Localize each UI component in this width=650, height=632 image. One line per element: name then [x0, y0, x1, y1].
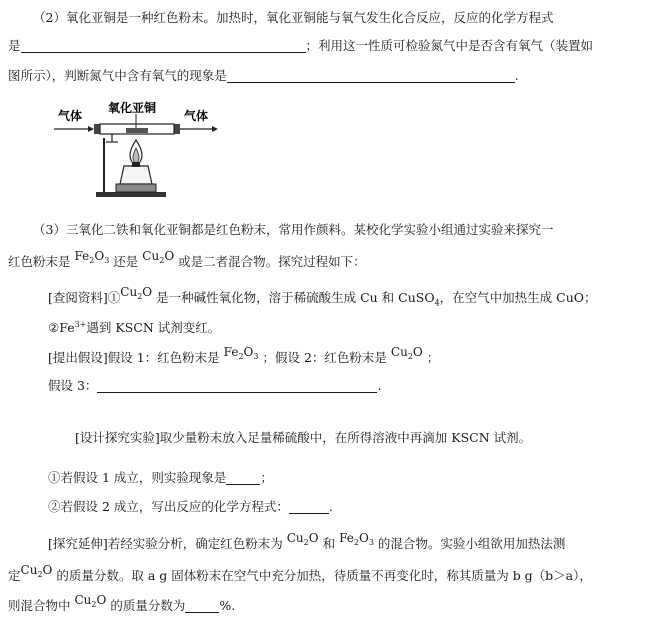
q3-line-2: [8, 249, 366, 270]
alcohol-lamp: [120, 166, 152, 184]
conclusion-2-end: .: [328, 499, 333, 514]
extension-2-prefix: 定: [8, 568, 21, 583]
extension-text-a: [探究延伸]若经实验分析，确定红色粉末为: [48, 536, 283, 551]
q3-extension-2: [8, 563, 592, 584]
q2-line-3: [8, 68, 519, 84]
hypothesis-end: ；: [426, 350, 440, 365]
conclusion-2-text: ②若假设 2 成立，写出反应的化学方程式：: [48, 499, 289, 514]
q2-line2-suffix: ；利用这一性质可检验氮气中是否含有氧气（装置如: [305, 38, 594, 53]
phenomenon-answer-blank[interactable]: [227, 69, 515, 83]
hypothesis-2-text: ；假设 2：红色粉末是: [262, 350, 387, 365]
q2-line3-suffix: .: [514, 68, 519, 83]
hypothesis-3-end: .: [377, 378, 382, 393]
extension-3-text: 的质量分数为: [110, 598, 186, 613]
q3-hypothesis-3: [48, 378, 381, 394]
formula-fe2o3: $Fe_2O_3$: [74, 249, 110, 265]
formula-cu2o: $Cu_2O$: [390, 345, 423, 361]
q3-conclusion-2: [48, 499, 333, 515]
gas-out-arrowhead: [212, 126, 218, 132]
q3-line2-text-b: 还是: [113, 254, 139, 269]
q3-reference-1: [48, 285, 597, 312]
formula-fe2o3: $Fe_2O_3$: [223, 345, 259, 361]
gas-in-arrowhead: [88, 126, 94, 132]
fe-ion: ②Fe: [48, 320, 75, 336]
mass-fraction-blank[interactable]: [185, 599, 219, 613]
q3-hypotheses: [48, 345, 440, 366]
lamp-base: [116, 184, 156, 192]
extension-2-text: 的质量分数。取 a g 固体粉末在空气中充分加热，待质量不再变化时，称其质量为 b g（b＞a），: [56, 568, 592, 583]
phenomenon-blank[interactable]: [226, 471, 260, 485]
q2-line2-prefix: 是: [8, 38, 21, 53]
equation-answer-blank[interactable]: [21, 39, 306, 53]
reference-text: 是一种碱性氧化物，溶于稀硫酸生成 Cu 和 CuSO: [156, 290, 435, 305]
extension-3-prefix: 则混合物中: [8, 598, 71, 613]
q3-line2-text-c: 或是二者混合物。探究过程如下：: [178, 254, 366, 269]
q3-line2-text-a: 红色粉末是: [8, 254, 71, 269]
formula-cu2o: $Cu_2O$: [120, 285, 153, 301]
formula-fe2o3: $Fe_2O_3$: [339, 531, 374, 547]
formula-cu2o: $Cu_2O$: [74, 593, 107, 609]
gas-in-label: 气体: [58, 109, 83, 123]
equation-blank[interactable]: [289, 500, 329, 514]
formula-cu2o: $Cu_2O$: [20, 563, 53, 579]
gas-out-label: 气体: [184, 109, 209, 123]
hypothesis-3-label: 假设 3：: [48, 378, 98, 393]
q3-extension-3: [8, 593, 236, 614]
q3-line-1: （3）三氧化二铁和氧化亚铜都是红色粉末，常用作颜料。某校化学实验小组通过实验来探究一: [33, 222, 554, 237]
conclusion-1-end: ；: [260, 470, 273, 485]
q3-conclusion-1: [48, 470, 273, 486]
q2-line-1: （2）氧化亚铜是一种红色粉末。加热时，氧化亚铜能与氧气发生化合反应，反应的化学方程式: [33, 10, 554, 25]
left-stopper: [94, 124, 100, 134]
q3-design: [设计探究实验]取少量粉末放入足量稀硫酸中，在所得溶液中再滴加 KSCN 试剂。: [75, 430, 532, 445]
inner-flame: [133, 148, 139, 164]
copper-oxide-label: 氧化亚铜: [108, 101, 157, 115]
so4-subscript: 4: [434, 298, 440, 308]
q2-line3-prefix: 图所示），判断氮气中含有氧气的现象是: [8, 68, 227, 83]
hypothesis-3-blank[interactable]: [97, 379, 377, 393]
stand-base: [96, 192, 166, 197]
formula-cu2o: $Cu_2O$: [286, 531, 319, 547]
conclusion-1-text: ①若假设 1 成立，则实验现象是: [48, 470, 227, 485]
q3-reference-2: [48, 317, 220, 336]
formula-cu2o: $Cu_2O$: [142, 249, 175, 265]
extension-text-b: 和: [322, 536, 336, 551]
kscn-text: 遇到 KSCN 试剂变红。: [86, 320, 221, 336]
q2-line-2: [8, 38, 593, 54]
reference-text-end: ，在空气中加热生成 CuO；: [439, 290, 597, 305]
hypothesis-1-text: [提出假设]假设 1：红色粉末是: [48, 350, 220, 365]
lamp-wick-holder: [132, 162, 140, 167]
extension-3-end: %.: [219, 598, 236, 613]
extension-text-c: 的混合物。实验小组欲用加热法测: [377, 536, 566, 551]
q3-extension-1: [48, 531, 566, 552]
reference-label: [查阅资料]①: [48, 290, 121, 305]
fe-charge: 3+: [74, 320, 87, 329]
copper-oxide-powder: [126, 128, 148, 133]
apparatus-diagram: [52, 100, 222, 200]
right-stopper: [174, 124, 180, 134]
